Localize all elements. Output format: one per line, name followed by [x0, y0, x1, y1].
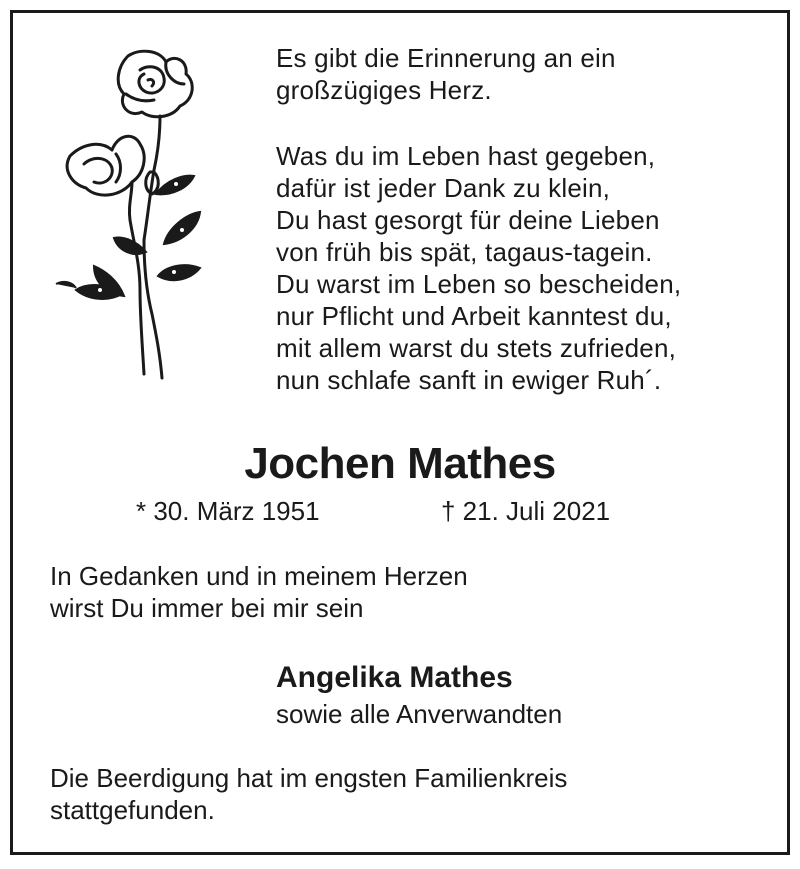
rose-icon	[48, 44, 218, 394]
poem-line: großzügiges Herz.	[276, 75, 492, 105]
poem-line: dafür ist jeder Dank zu klein,	[276, 173, 611, 203]
signer-name: Angelika Mathes	[276, 661, 513, 694]
funeral-notice	[50, 762, 567, 826]
poem-line: Du hast gesorgt für deine Lieben	[276, 205, 660, 235]
poem-line: mit allem warst du stets zufrieden,	[276, 333, 677, 363]
signer-relatives: sowie alle Anverwandten	[276, 699, 563, 729]
poem-line: Was du im Leben hast gegeben,	[276, 141, 656, 171]
memorial-message	[50, 560, 468, 624]
poem-line: Es gibt die Erinnerung an ein	[276, 43, 616, 73]
poem-line: nur Pflicht und Arbeit kanntest du,	[276, 301, 672, 331]
message-line: wirst Du immer bei mir sein	[50, 593, 364, 623]
poem-stanza-1	[276, 42, 681, 106]
poem-line: nun schlafe sanft in ewiger Ruh´.	[276, 365, 662, 395]
message-line: In Gedanken und in meinem Herzen	[50, 561, 468, 591]
death-date: † 21. Juli 2021	[441, 496, 611, 526]
deceased-name: Jochen Mathes	[244, 439, 556, 488]
poem-stanza-2	[276, 140, 681, 396]
funeral-line: Die Beerdigung hat im engsten Familienkreis	[50, 763, 568, 793]
poem	[276, 42, 681, 396]
birth-date: * 30. März 1951	[136, 496, 320, 526]
funeral-line: stattgefunden.	[50, 795, 215, 825]
poem-line: von früh bis spät, tagaus-tagein.	[276, 237, 653, 267]
poem-line: Du warst im Leben so bescheiden,	[276, 269, 682, 299]
